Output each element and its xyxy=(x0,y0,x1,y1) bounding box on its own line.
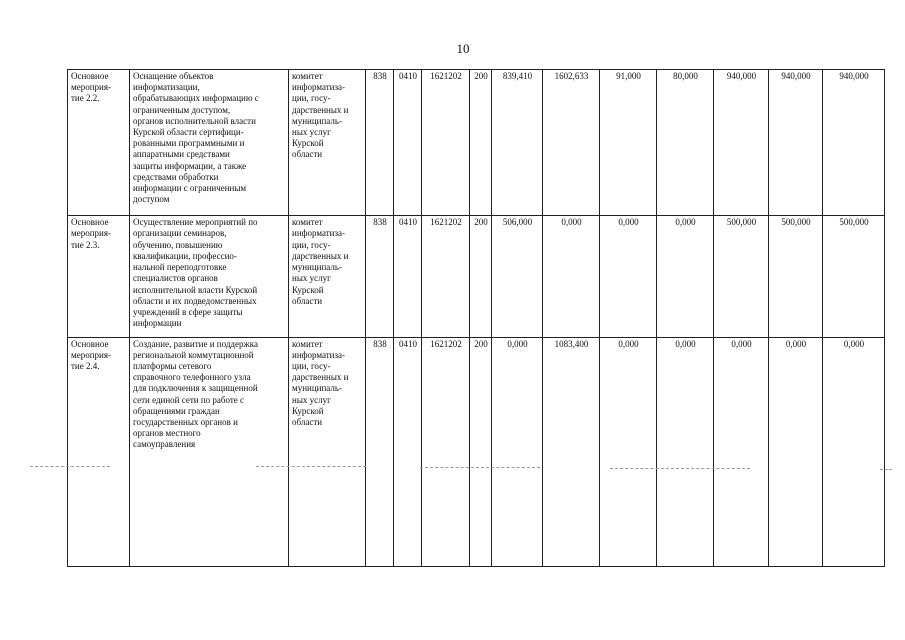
scan-artifact-dash xyxy=(30,466,110,467)
year-value-cell: 500,000 xyxy=(769,216,823,337)
year-value-cell: 0,000 xyxy=(714,337,769,566)
activity-description-cell-line: органов местного xyxy=(133,428,201,439)
table-row xyxy=(68,216,885,337)
vr-code-cell: 200 xyxy=(470,70,492,216)
executor-cell-line: информатиза- xyxy=(292,349,346,360)
year-value-cell: 940,000 xyxy=(769,70,823,216)
executor-cell-line: комитет xyxy=(292,338,323,349)
year-value-cell: 0,000 xyxy=(823,337,885,566)
executor-cell xyxy=(289,70,366,216)
activity-label-cell xyxy=(68,216,130,337)
executor-cell-line: дарственных и xyxy=(292,250,349,261)
activity-label-cell-line: тие 2.4. xyxy=(71,360,100,371)
activity-label-cell-line: тие 2.2. xyxy=(71,93,100,104)
executor-cell-line: дарственных и xyxy=(292,104,349,115)
activity-description-cell-line: области и их подведомственных xyxy=(133,295,257,306)
year-value-cell: 839,410 xyxy=(492,70,543,216)
executor-cell-line: ных услуг xyxy=(292,394,331,405)
activity-label-cell xyxy=(68,70,130,216)
grbs-code-cell: 838 xyxy=(366,337,394,566)
year-value-cell: 506,000 xyxy=(492,216,543,337)
activity-description-cell-line: информации с ограниченным xyxy=(133,183,247,194)
activity-description-cell-line: Оснащение объектов xyxy=(133,71,214,81)
year-value-cell: 1602,633 xyxy=(543,70,600,216)
rzpr-code-cell: 0410 xyxy=(394,337,422,566)
activity-description-cell-line: Курской области сертифици- xyxy=(133,127,244,138)
activity-description-cell-line: справочного телефонного узла xyxy=(133,372,251,383)
executor-cell-line: информатиза- xyxy=(292,228,346,239)
executor-cell-line: ных услуг xyxy=(292,127,331,138)
executor-cell-line: комитет xyxy=(292,71,323,81)
activity-description-cell xyxy=(130,337,289,566)
year-value-cell: 0,000 xyxy=(657,337,714,566)
activity-description-cell-line: рованными программными и xyxy=(133,138,245,149)
activity-description-cell-line: органов исполнительной власти xyxy=(133,115,256,126)
year-value-cell: 0,000 xyxy=(543,216,600,337)
budget-table xyxy=(67,69,885,567)
table-body xyxy=(68,70,885,567)
activity-description-cell-line: государственных органов и xyxy=(133,416,238,427)
activity-description-cell-line: информатизации, xyxy=(133,82,200,93)
executor-cell-line: ции, госу- xyxy=(292,239,331,250)
executor-cell-line: области xyxy=(292,416,323,427)
activity-description-cell-line: средствами обработки xyxy=(133,171,219,182)
activity-label-cell-line: мероприя- xyxy=(71,228,111,239)
rzpr-code-cell: 0410 xyxy=(394,70,422,216)
executor-cell xyxy=(289,216,366,337)
activity-description-cell-line: платформы сетевого xyxy=(133,360,212,371)
activity-description-cell-line: специалистов органов xyxy=(133,273,218,284)
grbs-code-cell: 838 xyxy=(366,216,394,337)
activity-label-cell-line: тие 2.3. xyxy=(71,239,100,250)
activity-description-cell-line: защиты информации, а также xyxy=(133,160,247,171)
activity-description-cell-line: исполнительной власти Курской xyxy=(133,284,258,295)
activity-description-cell-line: сети единой сети по работе с xyxy=(133,394,245,405)
activity-label-cell-line: Основное xyxy=(71,338,109,349)
executor-cell-line: информатиза- xyxy=(292,82,346,93)
year-value-cell: 0,000 xyxy=(600,216,657,337)
year-value-cell: 940,000 xyxy=(714,70,769,216)
activity-label-cell-line: Основное xyxy=(71,217,109,228)
activity-description-cell-line: нальной переподготовке xyxy=(133,262,227,273)
executor-cell-line: Курской xyxy=(292,405,324,416)
executor-cell-line: области xyxy=(292,149,323,160)
activity-description-cell-line: Осуществление мероприятий по xyxy=(133,217,258,228)
scan-artifact-dash xyxy=(610,468,750,469)
activity-description-cell xyxy=(130,70,289,216)
year-value-cell: 0,000 xyxy=(769,337,823,566)
year-value-cell: 80,000 xyxy=(657,70,714,216)
activity-description-cell xyxy=(130,216,289,337)
activity-description-cell-line: ограниченным доступом, xyxy=(133,104,231,115)
executor-cell-line: Курской xyxy=(292,284,324,295)
executor-cell-line: комитет xyxy=(292,217,323,228)
executor-cell-line: Курской xyxy=(292,138,324,149)
activity-description-cell-line: региональной коммутационной xyxy=(133,349,254,360)
activity-description-cell-line: доступом xyxy=(133,194,170,205)
executor-cell-line: ции, госу- xyxy=(292,360,331,371)
activity-description-cell-line: учреждений в сфере защиты xyxy=(133,306,243,317)
grbs-code-cell: 838 xyxy=(366,70,394,216)
activity-description-cell-line: Создание, развитие и поддержка xyxy=(133,338,258,349)
scan-artifact-dash xyxy=(880,469,892,470)
vr-code-cell: 200 xyxy=(470,337,492,566)
year-value-cell: 1083,400 xyxy=(543,337,600,566)
year-value-cell: 500,000 xyxy=(823,216,885,337)
csr-code-cell: 1621202 xyxy=(422,216,470,337)
activity-label-cell-line: мероприя- xyxy=(71,349,111,360)
page-number: 10 xyxy=(456,41,470,56)
scan-artifact-dash xyxy=(256,466,366,467)
activity-description-cell-line: информации xyxy=(133,318,182,329)
executor-cell-line: муниципаль- xyxy=(292,383,342,394)
executor-cell xyxy=(289,337,366,566)
activity-description-cell-line: для подключения к защищенной xyxy=(133,383,258,394)
activity-description-cell-line: обращениями граждан xyxy=(133,405,220,416)
csr-code-cell: 1621202 xyxy=(422,337,470,566)
activity-label-cell xyxy=(68,337,130,566)
year-value-cell: 500,000 xyxy=(714,216,769,337)
activity-description-cell-line: обучению, повышению xyxy=(133,239,223,250)
year-value-cell: 91,000 xyxy=(600,70,657,216)
executor-cell-line: муниципаль- xyxy=(292,115,342,126)
activity-label-cell-line: Основное xyxy=(71,71,109,81)
year-value-cell: 0,000 xyxy=(492,337,543,566)
year-value-cell: 0,000 xyxy=(657,216,714,337)
activity-description-cell-line: организации семинаров, xyxy=(133,228,227,239)
year-value-cell: 940,000 xyxy=(823,70,885,216)
rzpr-code-cell: 0410 xyxy=(394,216,422,337)
table-row xyxy=(68,337,885,566)
activity-description-cell-line: самоуправления xyxy=(133,439,196,450)
vr-code-cell: 200 xyxy=(470,216,492,337)
activity-description-cell-line: квалификации, профессио- xyxy=(133,250,237,261)
activity-description-cell-line: аппаратными средствами xyxy=(133,149,230,160)
year-value-cell: 0,000 xyxy=(600,337,657,566)
executor-cell-line: муниципаль- xyxy=(292,262,342,273)
table-row xyxy=(68,70,885,216)
csr-code-cell: 1621202 xyxy=(422,70,470,216)
executor-cell-line: дарственных и xyxy=(292,372,349,383)
scan-artifact-dash xyxy=(420,467,540,468)
executor-cell-line: ции, госу- xyxy=(292,93,331,104)
executor-cell-line: области xyxy=(292,295,323,306)
activity-label-cell-line: мероприя- xyxy=(71,82,111,93)
activity-description-cell-line: обрабатывающих информацию с xyxy=(133,93,259,104)
executor-cell-line: ных услуг xyxy=(292,273,331,284)
